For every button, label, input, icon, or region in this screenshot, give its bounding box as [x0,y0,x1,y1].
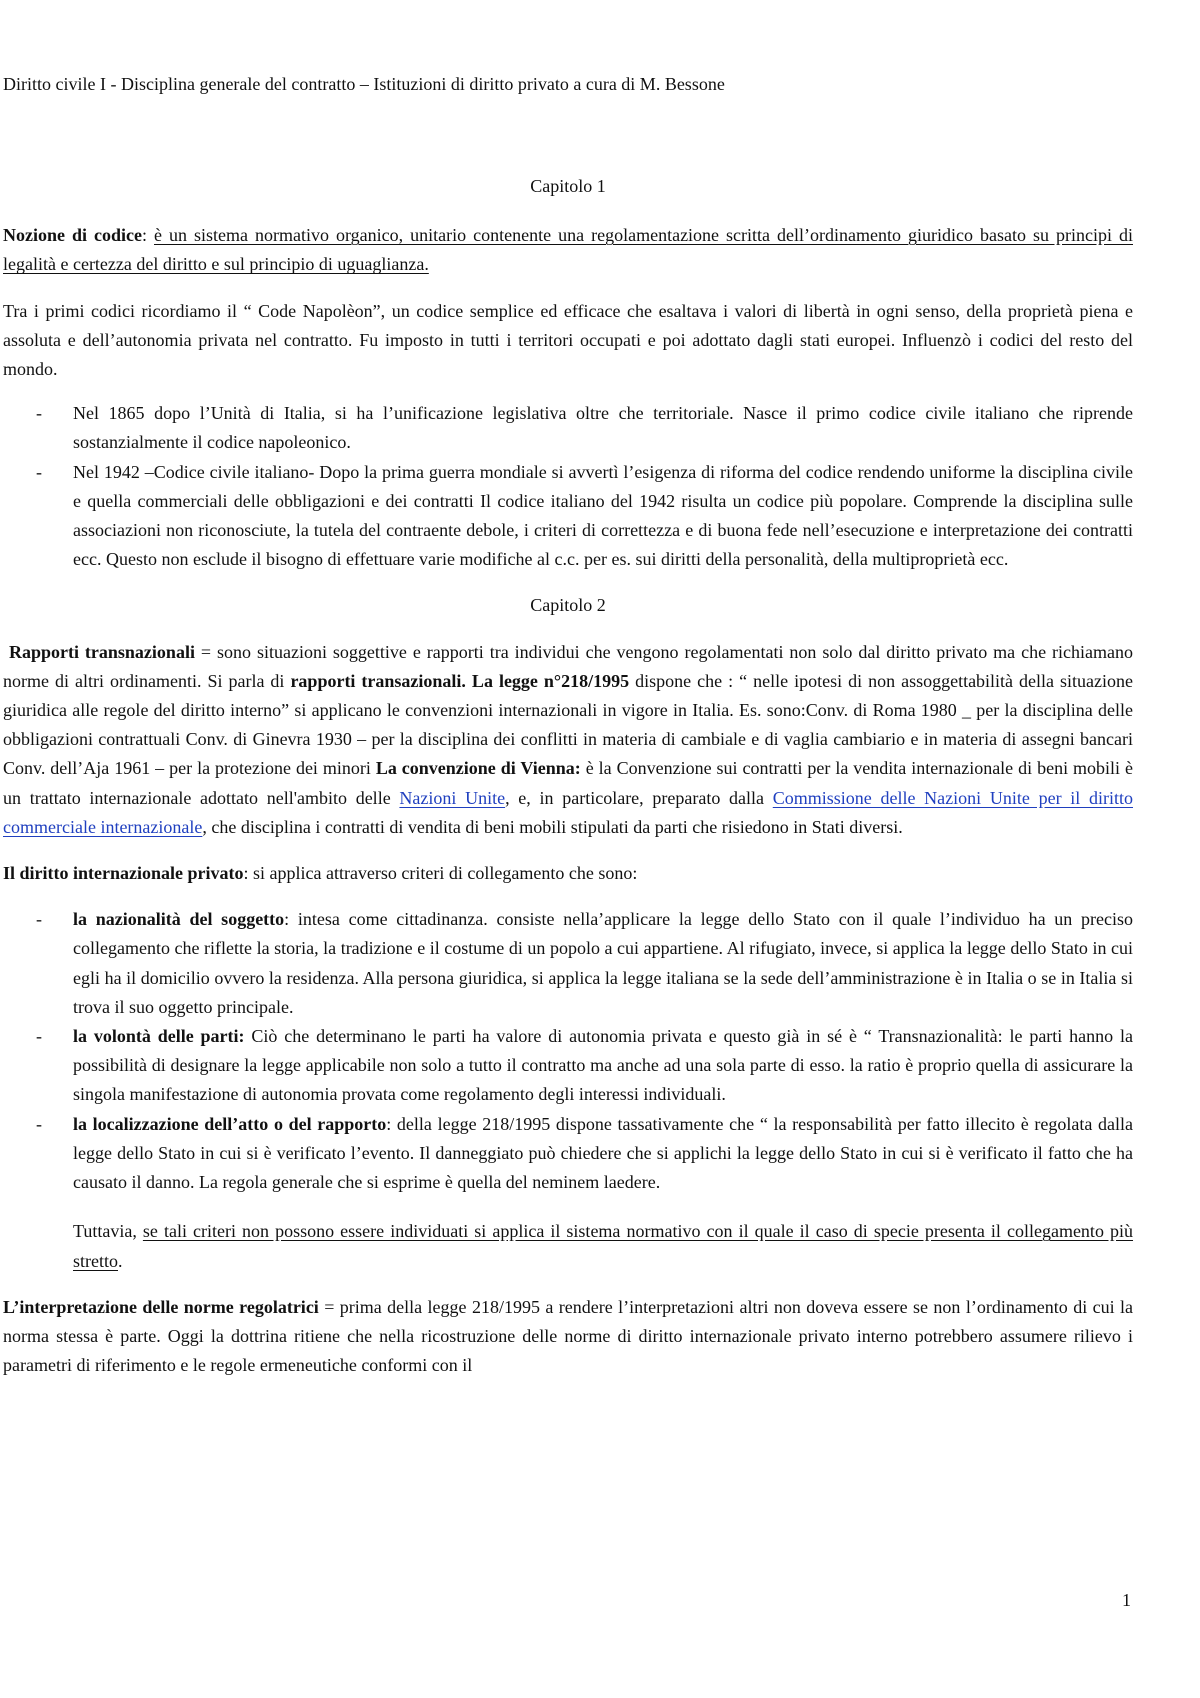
dash-bullet: - [36,909,42,930]
rapporti-text-a: = sono situazioni soggettive e rapporti tra individui che vengono regolamentati non solo dal diritto privato ma che richiamano norme di altri ordinamenti. Si parla di [3,641,1134,691]
history-list [3,399,1133,574]
interpretazione-text: = prima della legge 218/1995 a rendere l’interpretazioni altri non doveva essere se non l’ordinamento di cui la norma stessa è parte. Oggi la dottrina ritiene che nella ricostruzione delle norme di diritto internazionale privato interno potrebbero assumere rilievo i parametri di riferimento e le regole ermeneutiche conformi con il [3,1296,1133,1376]
document-header: Diritto civile I - Disciplina generale del contratto – Istituzioni di diritto privato a cura di M. Bessone [3,74,725,94]
criterion-text: : intesa come cittadinanza. consiste nella’applicare la legge dello Stato con il quale l’individuo ha un preciso collegamento che riflette la storia, la tradizione e il costume di un popolo a cui appartiene. Al rifugiato, invece, si applica la legge dello Stato in cui egli ha il domicilio ovvero la residenza. Alla persona giuridica, si applica la legge italiana se la sede dell’amministrazione è in Italia o se in Italia si trova il suo oggetto principale. [73,909,1133,1017]
interpretazione-term: L’interpretazione delle norme regolatrici [3,1296,319,1317]
chapter-2-heading: Capitolo 2 [530,595,606,616]
rapporti-text-g: , che disciplina i contratti di vendita di beni mobili stipulati da parti che risiedono in Stati diversi. [202,816,903,837]
codice-definition [3,221,1133,279]
rapporti-paragraph [3,638,1133,842]
dip-text: : si applica attraverso criteri di collegamento che sono: [243,863,638,884]
tuttavia-underlined: se tali criteri non possono essere individuati si applica il sistema normativo con il quale il caso di specie presenta il collegamento più stretto [73,1221,1134,1271]
dash-bullet: - [36,1026,42,1047]
page-number: 1 [1122,1590,1131,1610]
criterion-text: Ciò che determinano le parti ha valore di autonomia privata e questo già in sé è “ Transnazionalità: le parti hanno la possibilità di designare la legge applicabile non solo a tutto il contratto ma anche ad una sola parte di esso. la ratio è proprio quella di assicurare la singola manifestazione di autonomia provata come regolamento degli interessi individuali. [73,1026,1133,1105]
legge-218-term: rapporti transazionali. La legge n°218/1995 [290,670,630,691]
list-item [3,905,1133,1022]
dip-term: Il diritto internazionale privato [3,863,244,884]
list-item-text: Nel 1942 –Codice civile italiano- Dopo la prima guerra mondiale si avvertì l’esigenza di riforma del codice rendendo uniforme la disciplina civile e quella commerciali delle obbligazioni e dei contratti Il codice italiano del 1942 risulta un codice più popolare. Comprende la disciplina sulle associazioni non riconosciute, la tutela del contraente debole, i criteri di correttezza e di buona fede nell’esecuzione e interpretazione dei contratti ecc. Questo non esclude il bisogno di effettuare varie modifiche al c.c. per es. sui diritti della personalità, della multiproprietà ecc. [73,461,1133,570]
chapter-1-heading: Capitolo 1 [530,176,606,196]
codice-term: Nozione di codice [3,225,142,246]
vienna-term: La convenzione di Vienna: [375,758,581,779]
codice-definition-text: è un sistema normativo organico, unitario contenente una regolamentazione scritta dell’ordinamento giuridico basato su principi di legalità e certezza del diritto e sul principio di uguaglianza. [3,225,1133,275]
criterion-text: : della legge 218/1995 dispone tassativamente che “ la responsabilità per fatto illecito è regolata dalla legge dello Stato in cui si è verificato l’evento. Il danneggiato può chiedere che si applichi la legge dello Stato in cui si è verificato il fatto che ha causato il danno. La regola generale che si esprime è quella del neminem laedere. [73,1113,1133,1193]
interpretazione-paragraph [3,1293,1133,1381]
list-item [3,399,1133,457]
list-item [3,458,1133,575]
codice-colon: : [142,225,155,246]
rapporti-text-c: dispone che : “ nelle ipotesi di non assoggettabilità della situazione giuridica alle regole del diritto interno” si applicano le convenzioni internazionali in vigore in Italia. Es. sono:Conv. di Roma 1980 _ per la disciplina delle obbligazioni contrattuali Conv. di Ginevra 1930 – per la disciplina dei conflitti in materia di cambiale e di vaglia cambiario e in materia di assegni bancari Conv. dell’Aja 1961 – per la protezione dei minori [3,670,1134,779]
list-item [3,1022,1133,1110]
code-napoleon-paragraph: Tra i primi codici ricordiamo il “ Code Napolèon”, un codice semplice ed efficace che esaltava i valori di libertà in ogni senso, della proprietà piena e assoluta e dell’autonomia privata nel contratto. Fu imposto in tutti i territori occupati e poi adottato dagli stati europei. Influenzò i codici del resto del mondo. [3,300,1133,380]
criterion-term: la nazionalità del soggetto [73,909,285,930]
list-item-text: Nel 1865 dopo l’Unità di Italia, si ha l’unificazione legislativa oltre che territoriale. Nasce il primo codice civile italiano che riprende sostanzialmente il codice napoleonico. [73,403,1133,453]
dash-bullet: - [36,403,42,424]
list-item [3,1110,1133,1198]
rapporti-text-e: è la Convenzione sui contratti per la vendita internazionale di beni mobili è un trattato internazionale adottato nell'ambito delle [3,758,1133,808]
criterion-term: la localizzazione dell’atto o del rapporto [73,1113,387,1134]
uncitral-link[interactable]: Commissione delle Nazioni Unite per il diritto commerciale internazionale [3,787,1133,837]
tuttavia-end: . [118,1250,123,1271]
document-body [3,172,1133,1380]
tuttavia-paragraph [3,1217,1133,1275]
nazioni-unite-link[interactable]: Nazioni Unite [399,787,506,808]
criterion-term: la volontà delle parti: [73,1026,245,1047]
dash-bullet: - [36,461,42,482]
rapporti-term: Rapporti transnazionali [8,641,195,662]
tuttavia-lead: Tuttavia, [73,1221,143,1242]
criteria-list [3,905,1133,1197]
dash-bullet: - [36,1113,42,1134]
rapporti-text-f: , e, in particolare, preparato dalla [505,787,773,808]
dip-paragraph [3,859,1133,888]
